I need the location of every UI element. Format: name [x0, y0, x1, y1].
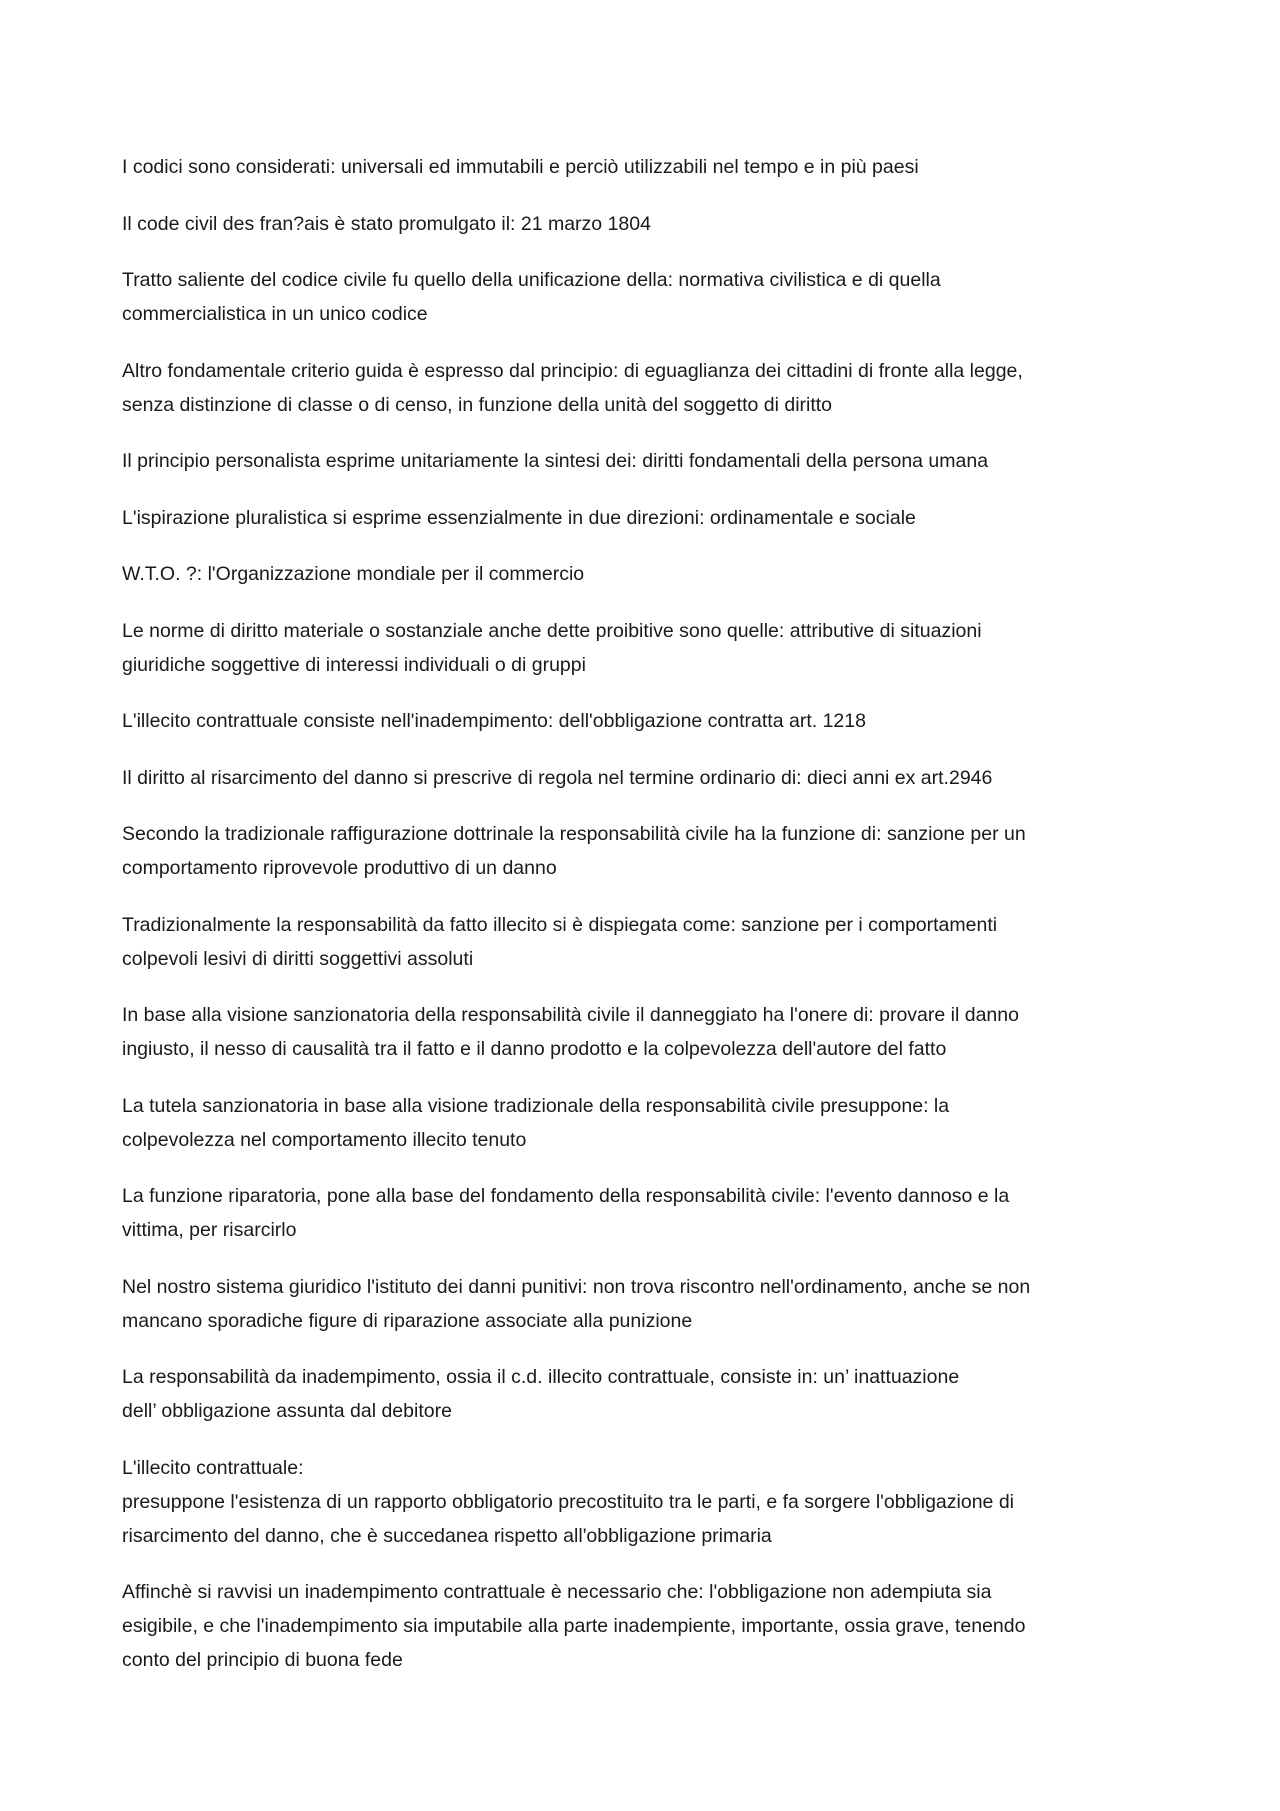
- paragraph-line: Tradizionalmente la responsabilità da fatto illecito si è dispiegata come: sanzione per i comportamenti: [122, 913, 998, 936]
- paragraph: [122, 1451, 1180, 1553]
- paragraph: [122, 1270, 1180, 1338]
- paragraph-line: Il code civil des fran?ais è stato promulgato il: 21 marzo 1804: [122, 212, 651, 235]
- paragraph-line: presuppone l'esistenza di un rapporto obbligatorio precostituito tra le parti, e fa sorgere l'obbligazione di: [122, 1490, 1014, 1513]
- paragraph-line: colpevolezza nel comportamento illecito tenuto: [122, 1128, 527, 1151]
- paragraph-line: colpevoli lesivi di diritti soggettivi assoluti: [122, 947, 474, 970]
- paragraph-line: W.T.O. ?: l'Organizzazione mondiale per il commercio: [122, 563, 585, 585]
- paragraph-line: L'ispirazione pluralistica si esprime essenzialmente in due direzioni: ordinamentale e sociale: [122, 506, 916, 529]
- paragraph-line: Tratto saliente del codice civile fu quello della unificazione della: normativa civilistica e di quella: [122, 269, 941, 291]
- paragraph: [122, 354, 1180, 422]
- paragraph: [122, 1360, 1180, 1428]
- paragraph: [122, 817, 1180, 885]
- paragraph: [122, 557, 1180, 591]
- paragraph-line: Le norme di diritto materiale o sostanziale anche dette proibitive sono quelle: attributive di situazioni: [122, 619, 982, 642]
- paragraph: [122, 207, 1180, 241]
- paragraph-line: esigibile, e che l'inadempimento sia imputabile alla parte inadempiente, importante, ossia grave, tenendo: [122, 1615, 1026, 1637]
- paragraph: [122, 1089, 1180, 1157]
- paragraph: [122, 1179, 1180, 1247]
- paragraph-line: La responsabilità da inadempimento, ossia il c.d. illecito contrattuale, consiste in: un’ inattuazione: [122, 1366, 960, 1388]
- paragraph: [122, 263, 1180, 331]
- paragraph-line: In base alla visione sanzionatoria della responsabilità civile il danneggiato ha l'onere di: provare il danno: [122, 1004, 1019, 1026]
- paragraph: [122, 1575, 1180, 1677]
- paragraph-line: mancano sporadiche figure di riparazione associate alla punizione: [122, 1309, 693, 1332]
- paragraph-line: commercialistica in un unico codice: [122, 303, 428, 325]
- paragraph-line: Il diritto al risarcimento del danno si prescrive di regola nel termine ordinario di: dieci anni ex art.2946: [122, 766, 993, 789]
- paragraph-line: Affinchè si ravvisi un inadempimento contrattuale è necessario che: l'obbligazione non adempiuta sia: [122, 1581, 992, 1603]
- paragraph: [122, 704, 1180, 738]
- paragraph-line: La tutela sanzionatoria in base alla visione tradizionale della responsabilità civile presuppone: la: [122, 1094, 950, 1117]
- paragraph-line: Nel nostro sistema giuridico l'istituto dei danni punitivi: non trova riscontro nell'ordinamento, anche se non: [122, 1275, 1031, 1298]
- paragraph-line: Il principio personalista esprime unitariamente la sintesi dei: diritti fondamentali della persona umana: [122, 450, 989, 472]
- paragraph-line: vittima, per risarcirlo: [122, 1219, 297, 1241]
- paragraph-line: senza distinzione di classe o di censo, in funzione della unità del soggetto di diritto: [122, 393, 833, 416]
- paragraph: [122, 444, 1180, 478]
- paragraph-line: La funzione riparatoria, pone alla base del fondamento della responsabilità civile: l'evento dannoso e la: [122, 1185, 1010, 1207]
- paragraph-line: Secondo la tradizionale raffigurazione dottrinale la responsabilità civile ha la funzione di: sanzione per un: [122, 823, 1026, 845]
- paragraph: [122, 150, 1180, 184]
- paragraph-line: L'illecito contrattuale consiste nell'inadempimento: dell'obbligazione contratta art. 1218: [122, 710, 866, 732]
- paragraph-line: Altro fondamentale criterio guida è espresso dal principio: di eguaglianza dei cittadini di fronte alla legge,: [122, 359, 1023, 382]
- paragraph: [122, 908, 1180, 976]
- paragraph-line: I codici sono considerati: universali ed immutabili e perciò utilizzabili nel tempo e in più paesi: [122, 156, 919, 178]
- paragraph-line: L'illecito contrattuale:: [122, 1456, 304, 1479]
- paragraph: [122, 761, 1180, 795]
- paragraph-line: conto del principio di buona fede: [122, 1649, 403, 1671]
- document-body: [122, 150, 1180, 1677]
- paragraph: [122, 998, 1180, 1066]
- paragraph-line: ingiusto, il nesso di causalità tra il fatto e il danno prodotto e la colpevolezza dell'autore del fatto: [122, 1038, 947, 1060]
- paragraph-line: comportamento riprovevole produttivo di un danno: [122, 857, 557, 879]
- paragraph: [122, 501, 1180, 535]
- paragraph-line: risarcimento del danno, che è succedanea rispetto all'obbligazione primaria: [122, 1524, 772, 1547]
- paragraph-line: dell’ obbligazione assunta dal debitore: [122, 1400, 452, 1422]
- paragraph-line: giuridiche soggettive di interessi individuali o di gruppi: [122, 653, 586, 676]
- paragraph: [122, 614, 1180, 682]
